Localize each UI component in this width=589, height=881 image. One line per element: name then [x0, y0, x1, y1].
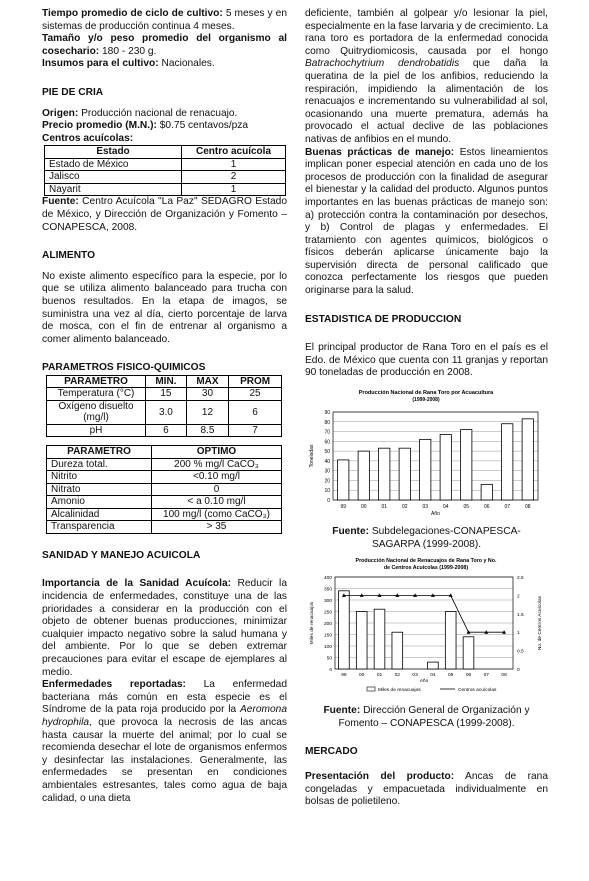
table-cell: Amonio — [47, 496, 152, 509]
buenas-practicas-paragraph: Buenas prácticas de manejo: Estos lineamientos implican poner especial atención en cada uno de los procesos de producción con la finalidad de asegurar el bienestar y la calidad del producto. Algunos puntos importantes en las buenas prácticas de manejo son: a) protección contra la contaminación por desechos, y b) Control de plagas y enfermedades. El tratamiento con agentes químicos, biológicos o físicos deberán aplicarse únicamente bajo la supervisión directa de personal calificado que conozca perfectamente los riesgos que pueden originarse para la salud. — [305, 146, 548, 297]
table-cell: > 35 — [152, 521, 282, 534]
bar — [358, 451, 369, 500]
table-row — [47, 496, 282, 509]
series-line — [344, 596, 504, 633]
bar — [481, 484, 492, 500]
table-cell: Transparencia — [47, 521, 152, 534]
bar — [356, 612, 367, 670]
bar — [374, 609, 385, 669]
x-tick-label: 02 — [401, 504, 408, 511]
x-axis-label: Año — [431, 511, 440, 518]
fuente-centros: Fuente: Centro Acuícola "La Paz" SEDAGRO Estado de México, y Dirección de Organización y Fomento –CONAPESCA, 2008. — [42, 196, 287, 233]
y2-tick-label: 0.5 — [517, 649, 524, 655]
x-tick-label: 06 — [483, 504, 490, 511]
table-cell: 100 mg/l (como CaCO₃) — [152, 508, 282, 521]
enfermedades-paragraph: Enfermedades reportadas: La enfermedad bacteriana más común en esta especie es el Síndrome de la pata roja producido por la Aeromona hydrophila, que provoca la necrosis de las ancas hasta causar la muerte del animal; por lo cual se recomienda desechar el lote de organismos enfermos y desinfectar las instalaciones. Generalmente, las enfermedades se presentan en condiciones ambientales estresantes, tales como agua de baja calidad, o una dieta — [42, 679, 287, 804]
bar — [428, 662, 439, 669]
y-tick-label: 50 — [326, 656, 332, 662]
x-tick-label: 04 — [442, 504, 449, 511]
y2-axis-label: No. de Centros Acuícolas — [538, 596, 543, 651]
x-tick-label: 03 — [422, 504, 429, 511]
legend-label: Centros acuícolas — [458, 688, 497, 694]
y-tick-label: 70 — [324, 429, 330, 436]
bar — [338, 460, 349, 500]
table-cell: 15 — [146, 388, 187, 401]
x-tick-label: 07 — [504, 504, 511, 511]
table-row — [45, 158, 286, 171]
table-cell: 6 — [146, 424, 187, 437]
parametros-heading: PARAMETROS FISICO-QUIMICOS — [42, 362, 206, 374]
y-tick-label: 250 — [323, 610, 332, 616]
bar — [392, 632, 403, 669]
table-cell: < a 0.10 mg/l — [152, 496, 282, 509]
x-tick-label: 05 — [463, 504, 470, 511]
table-cell: 1 — [182, 183, 286, 196]
bar — [399, 448, 410, 500]
chart-subtitle: (1999-2008) — [412, 397, 440, 404]
y-tick-label: 40 — [324, 458, 330, 465]
optimo-table — [46, 445, 282, 534]
bar — [502, 424, 513, 500]
x-axis-label: Año — [419, 679, 429, 685]
y-tick-label: 400 — [323, 576, 332, 582]
right-column — [305, 8, 548, 809]
bar — [522, 419, 533, 500]
y-tick-label: 150 — [323, 633, 332, 639]
x-tick-label: 04 — [430, 673, 436, 679]
x-tick-label: 01 — [376, 673, 383, 679]
y2-tick-label: 0 — [517, 668, 520, 674]
fuente-chart2: Fuente: Dirección General de Organización y Fomento – CONAPESCA (1999-2008). — [323, 705, 530, 729]
table-cell: Nitrato — [47, 483, 152, 496]
x-tick-label: 05 — [448, 673, 454, 679]
table-row — [47, 388, 282, 401]
bar — [445, 612, 456, 670]
table-cell: <0.10 mg/l — [152, 471, 282, 484]
production-bar-chart — [305, 386, 548, 526]
x-tick-label: 03 — [412, 673, 418, 679]
y-axis-label: Toneladas — [309, 444, 315, 468]
x-tick-label: 00 — [360, 504, 367, 511]
table-cell: 25 — [229, 388, 282, 401]
table-cell: 0 — [152, 483, 282, 496]
table-row — [47, 471, 282, 484]
y-tick-label: 0 — [327, 498, 330, 505]
y-tick-label: 30 — [324, 468, 330, 475]
table-cell: Alcalinidad — [47, 508, 152, 521]
legend-label: Miles de renacuajos — [378, 688, 421, 694]
bar — [420, 439, 431, 500]
bar — [379, 448, 390, 500]
table-header: MIN. — [146, 375, 187, 388]
table-row — [47, 521, 282, 534]
y-tick-label: 20 — [324, 478, 330, 485]
x-tick-label: 07 — [483, 673, 489, 679]
insumos-paragraph: Insumos para el cultivo: Nacionales. — [42, 58, 215, 70]
bar — [461, 430, 472, 500]
table-row — [47, 458, 282, 471]
left-column — [42, 8, 287, 805]
ciclo-paragraph: Tiempo promedio de ciclo de cultivo: 5 meses y en sistemas de producción continua 4 meses. — [42, 8, 287, 32]
table-row — [47, 400, 282, 424]
table-header: PROM — [229, 375, 282, 388]
table-cell: Jalisco — [45, 171, 182, 184]
table-cell: 6 — [229, 400, 282, 424]
table-header: MAX — [186, 375, 228, 388]
centros-table — [44, 145, 286, 196]
y-tick-label: 80 — [324, 419, 330, 426]
bar — [339, 591, 350, 669]
table-header: PARAMETRO — [47, 446, 152, 459]
table-row — [47, 483, 282, 496]
table-row — [45, 183, 286, 196]
chart-title-line2: de Centros Acuícolas (1999-2008) — [383, 565, 469, 572]
table-cell: pH — [47, 424, 146, 437]
x-tick-label: 08 — [501, 673, 507, 679]
y-tick-label: 0 — [329, 668, 332, 674]
x-tick-label: 00 — [359, 673, 365, 679]
table-cell: 30 — [186, 388, 228, 401]
y-tick-label: 60 — [324, 439, 330, 446]
legend-bar-swatch — [367, 687, 375, 691]
mercado-heading: MERCADO — [305, 746, 358, 758]
sanidad-heading: SANIDAD Y MANEJO ACUICOLA — [42, 549, 201, 561]
y-axis-label: Miles de renacuajos — [310, 601, 315, 645]
y-tick-label: 300 — [323, 599, 332, 605]
table-cell: 8.5 — [186, 424, 228, 437]
table-row — [47, 508, 282, 521]
y-tick-label: 10 — [324, 488, 330, 495]
origen-paragraph: Origen: Producción nacional de renacuajo. — [42, 107, 238, 119]
x-tick-label: 06 — [465, 673, 472, 679]
alimento-paragraph: No existe alimento específico para la especie, por lo que se utiliza alimento balanceado para trucha con buenos resultados. En la etapa de imagos, se suministra una vez al día, cierto porcentaje de larva de mosca, con el fin de entrenar al organismo a comer alimento balanceado. — [42, 270, 287, 345]
x-tick-label: 02 — [394, 673, 400, 679]
y2-tick-label: 2 — [517, 594, 520, 600]
y-tick-label: 50 — [324, 449, 330, 456]
table-header: PARAMETRO — [47, 375, 146, 388]
table-cell: Estado de México — [45, 158, 182, 171]
precio-paragraph: Precio promedio (M.N.): $0.75 centavos/pza — [42, 120, 249, 132]
alimento-heading: ALIMENTO — [42, 250, 96, 262]
table-cell: 200 % mg/l CaCO₃ — [152, 458, 282, 471]
parametros-table — [46, 375, 282, 438]
fuente-chart1: Fuente: Subdelegaciones-CONAPESCA-SAGARPA (1999-2008). — [332, 526, 521, 550]
table-cell: Nitrito — [47, 471, 152, 484]
presentacion-paragraph: Presentación del producto: Ancas de rana congeladas y empacuetada individualmente en bolsas de polietileno. — [305, 771, 549, 808]
table-header: OPTIMO — [152, 446, 282, 459]
renacuajos-combo-chart — [305, 555, 548, 705]
chart-title: Producción Nacional de Rana Toro por Acuacultura — [358, 390, 494, 397]
table-cell: 2 — [182, 171, 286, 184]
table-cell: Oxígeno disuelto (mg/l) — [47, 400, 146, 424]
table-row — [45, 171, 286, 184]
estadistica-paragraph: El principal productor de Rana Toro en el país es el Edo. de México que cuenta con 11 granjas y reportan 90 toneladas de producción en 2008. — [305, 342, 548, 379]
table-cell: 3.0 — [146, 400, 187, 424]
y2-tick-label: 1 — [517, 631, 520, 637]
y2-tick-label: 1.5 — [517, 613, 524, 619]
importancia-paragraph: Importancia de la Sanidad Acuícola: Reducir la incidencia de enfermedades, constituye una de las prioridades a considerar en la producción con el objeto de obtener buenas producciones, minimizar cualquier impacto negativo sobre la salud humana y del ambiente. Por lo que se deben extremar precauciones para evitar el escape de ejemplares al medio. — [42, 578, 287, 678]
table-cell: 1 — [182, 158, 286, 171]
x-tick-label: 08 — [524, 504, 531, 511]
y-tick-label: 100 — [323, 645, 332, 651]
y-tick-label: 90 — [324, 410, 330, 417]
table-header: Estado — [45, 146, 182, 159]
table-cell: Dureza total. — [47, 458, 152, 471]
pie-de-cria-heading: PIE DE CRIA — [42, 86, 104, 98]
chart-title: Producción Nacional de Renacuajos de Rana Toro y No. — [355, 558, 497, 565]
table-row — [47, 424, 282, 437]
x-tick-label: 99 — [341, 673, 347, 679]
table-header: Centro acuícola — [182, 146, 286, 159]
y-tick-label: 200 — [323, 622, 332, 628]
table-cell: Nayarit — [45, 183, 182, 196]
table-cell: Temperatura (°C) — [47, 388, 146, 401]
bar — [463, 637, 474, 669]
bar — [440, 435, 451, 501]
y-tick-label: 350 — [323, 587, 332, 593]
estadistica-heading: ESTADISTICA DE PRODUCCION — [305, 313, 462, 325]
continuacion-paragraph: deficiente, también al golpear y/o lesionar la piel, especialmente en la fase larvaria y de crecimiento. La rana toro es portadora de la enfermedad conocida como Quitrydiomicosis, causada por el hongo Batrachochytrium dendrobatidis que daña la queratina de la piel de los anfibios, reduciendo la respiración, impidiendo la alimentación de los renacuajos e incrementando su vulnerabilidad al sol, ocasionando una muerte prematura, además ha provocado el actual declive de las poblaciones nativas de anfibios en el mundo. — [305, 8, 548, 145]
centros-label: Centros acuícolas: — [42, 132, 134, 144]
x-tick-label: 01 — [381, 504, 388, 511]
y2-tick-label: 2.5 — [517, 576, 524, 582]
tamano-paragraph: Tamaño y/o peso promedio del organismo al cosechario: 180 - 230 g. — [42, 33, 287, 57]
table-cell: 12 — [186, 400, 228, 424]
table-cell: 7 — [229, 424, 282, 437]
x-tick-label: 99 — [340, 504, 347, 511]
